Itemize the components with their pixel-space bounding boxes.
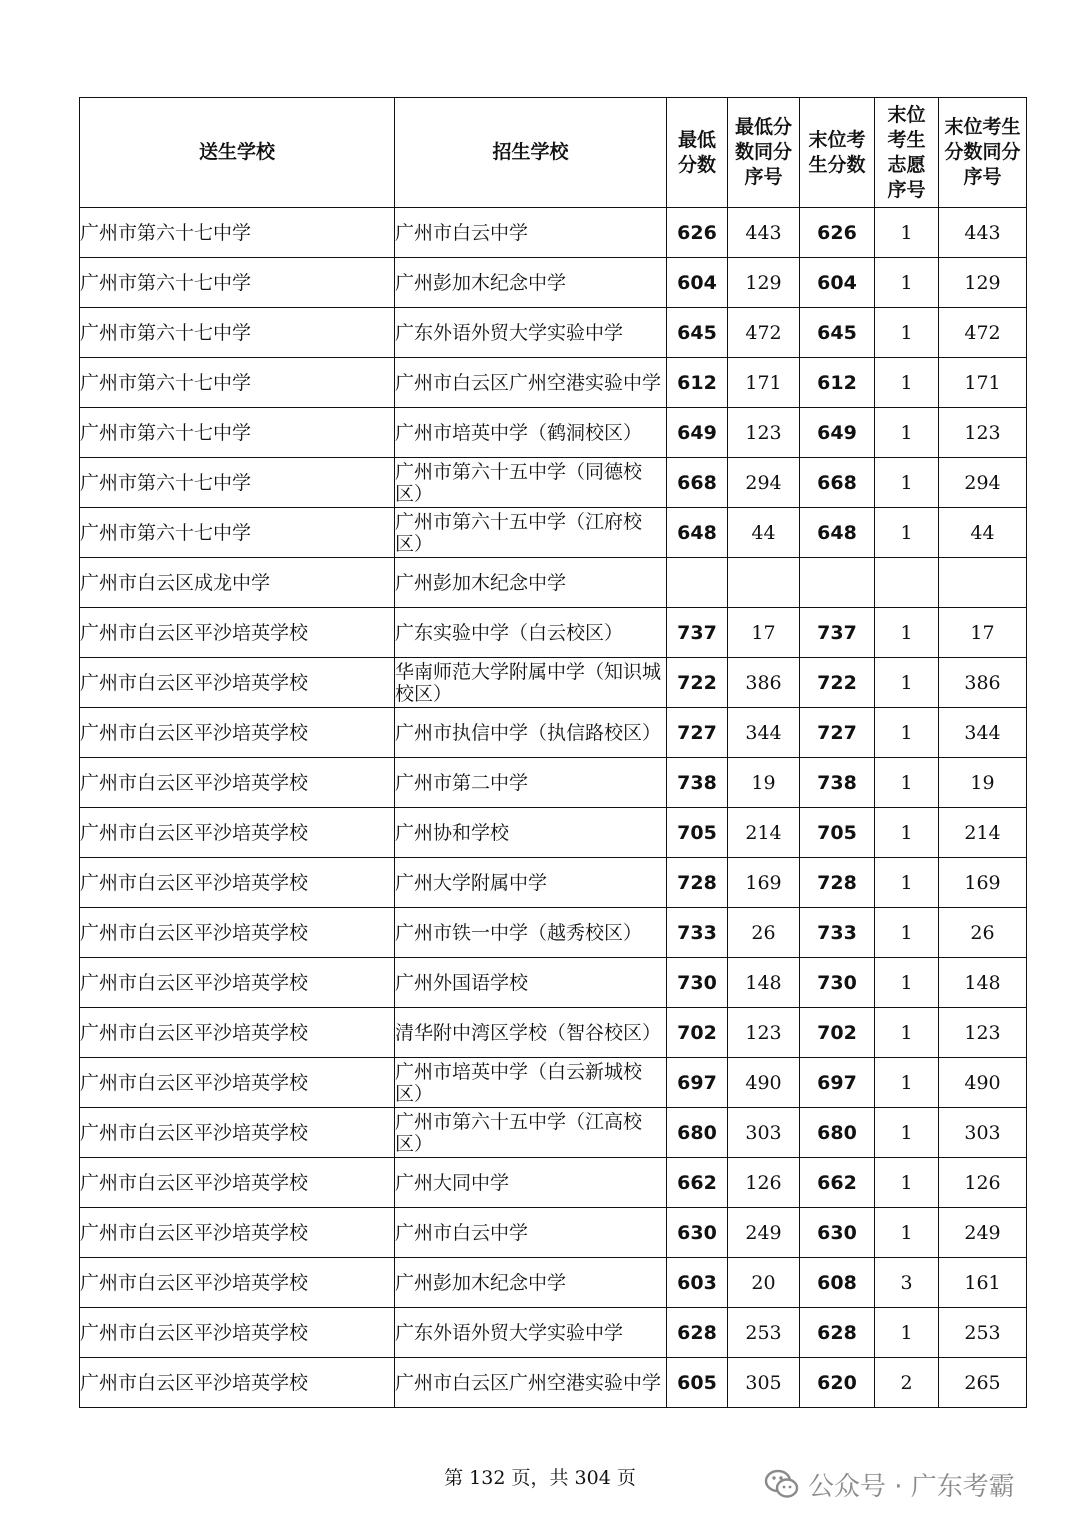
cell-last-score: 702 xyxy=(800,1008,875,1058)
cell-receiving-school: 广州彭加木纪念中学 xyxy=(395,1258,667,1308)
cell-min-score: 648 xyxy=(667,508,728,558)
cell-last-choice-rank: 1 xyxy=(875,1308,939,1358)
cell-min-score-tie-rank: 123 xyxy=(728,408,800,458)
cell-min-score: 722 xyxy=(667,658,728,708)
table-row xyxy=(80,1058,1027,1108)
cell-min-score-tie-rank: 490 xyxy=(728,1058,800,1108)
cell-last-score-tie-rank: 490 xyxy=(939,1058,1027,1108)
cell-last-score: 648 xyxy=(800,508,875,558)
cell-last-choice-rank: 1 xyxy=(875,408,939,458)
cell-min-score: 697 xyxy=(667,1058,728,1108)
cell-last-score-tie-rank: 443 xyxy=(939,208,1027,258)
cell-last-score-tie-rank: 44 xyxy=(939,508,1027,558)
cell-last-choice-rank: 1 xyxy=(875,258,939,308)
cell-sending-school: 广州市第六十七中学 xyxy=(80,408,395,458)
cell-min-score-tie-rank: 443 xyxy=(728,208,800,258)
cell-receiving-school: 广东实验中学（白云校区） xyxy=(395,608,667,658)
cell-sending-school: 广州市白云区平沙培英学校 xyxy=(80,708,395,758)
cell-min-score-tie-rank xyxy=(728,558,800,608)
cell-last-score: 728 xyxy=(800,858,875,908)
cell-last-choice-rank: 1 xyxy=(875,1108,939,1158)
cell-min-score-tie-rank: 253 xyxy=(728,1308,800,1358)
page-number: 第 132 页，共 304 页 xyxy=(444,1467,636,1489)
cell-receiving-school: 广州协和学校 xyxy=(395,808,667,858)
cell-min-score: 603 xyxy=(667,1258,728,1308)
cell-min-score-tie-rank: 148 xyxy=(728,958,800,1008)
cell-last-score-tie-rank: 169 xyxy=(939,858,1027,908)
cell-sending-school: 广州市白云区平沙培英学校 xyxy=(80,1108,395,1158)
table-row xyxy=(80,1358,1027,1408)
cell-min-score-tie-rank: 129 xyxy=(728,258,800,308)
cell-last-score-tie-rank: 161 xyxy=(939,1258,1027,1308)
cell-min-score-tie-rank: 19 xyxy=(728,758,800,808)
cell-sending-school: 广州市第六十七中学 xyxy=(80,208,395,258)
cell-last-score-tie-rank: 123 xyxy=(939,408,1027,458)
cell-last-choice-rank xyxy=(875,558,939,608)
cell-last-choice-rank: 1 xyxy=(875,458,939,508)
cell-last-choice-rank: 1 xyxy=(875,1158,939,1208)
table-row xyxy=(80,408,1027,458)
cell-min-score-tie-rank: 344 xyxy=(728,708,800,758)
cell-receiving-school: 广州市白云中学 xyxy=(395,1208,667,1258)
cell-last-score: 630 xyxy=(800,1208,875,1258)
cell-last-score: 737 xyxy=(800,608,875,658)
cell-receiving-school: 广州市培英中学（白云新城校区） xyxy=(395,1058,667,1108)
cell-min-score: 727 xyxy=(667,708,728,758)
table-body xyxy=(80,208,1027,1408)
cell-last-score: 705 xyxy=(800,808,875,858)
cell-last-score: 738 xyxy=(800,758,875,808)
cell-last-score: 727 xyxy=(800,708,875,758)
cell-last-score-tie-rank: 17 xyxy=(939,608,1027,658)
cell-min-score: 604 xyxy=(667,258,728,308)
cell-min-score-tie-rank: 26 xyxy=(728,908,800,958)
cell-min-score-tie-rank: 303 xyxy=(728,1108,800,1158)
cell-min-score-tie-rank: 44 xyxy=(728,508,800,558)
cell-receiving-school: 广州市培英中学（鹤洞校区） xyxy=(395,408,667,458)
cell-sending-school: 广州市白云区平沙培英学校 xyxy=(80,858,395,908)
table-row xyxy=(80,308,1027,358)
cell-min-score: 649 xyxy=(667,408,728,458)
cell-last-choice-rank: 1 xyxy=(875,958,939,1008)
cell-last-score-tie-rank: 171 xyxy=(939,358,1027,408)
cell-min-score: 612 xyxy=(667,358,728,408)
cell-sending-school: 广州市白云区平沙培英学校 xyxy=(80,908,395,958)
table-row xyxy=(80,258,1027,308)
cell-min-score: 626 xyxy=(667,208,728,258)
table-row xyxy=(80,808,1027,858)
cell-last-score: 645 xyxy=(800,308,875,358)
cell-last-choice-rank: 1 xyxy=(875,658,939,708)
table-row xyxy=(80,208,1027,258)
header-receiving-school: 招生学校 xyxy=(395,98,667,208)
table-row xyxy=(80,1258,1027,1308)
header-min-score: 最低 分数 xyxy=(667,98,728,208)
cell-last-score: 697 xyxy=(800,1058,875,1108)
cell-last-choice-rank: 1 xyxy=(875,708,939,758)
cell-last-choice-rank: 2 xyxy=(875,1358,939,1408)
cell-last-score: 604 xyxy=(800,258,875,308)
cell-min-score: 645 xyxy=(667,308,728,358)
header-last-score: 末位考 生分数 xyxy=(800,98,875,208)
cell-sending-school: 广州市第六十七中学 xyxy=(80,358,395,408)
cell-sending-school: 广州市白云区平沙培英学校 xyxy=(80,808,395,858)
cell-last-score-tie-rank: 344 xyxy=(939,708,1027,758)
table-row xyxy=(80,658,1027,708)
cell-min-score-tie-rank: 126 xyxy=(728,1158,800,1208)
cell-last-score-tie-rank: 386 xyxy=(939,658,1027,708)
header-min-score-tie-rank: 最低分 数同分 序号 xyxy=(728,98,800,208)
cell-receiving-school: 广州大同中学 xyxy=(395,1158,667,1208)
cell-last-score: 733 xyxy=(800,908,875,958)
cell-last-score: 626 xyxy=(800,208,875,258)
cell-min-score: 733 xyxy=(667,908,728,958)
table-row xyxy=(80,608,1027,658)
cell-last-score: 730 xyxy=(800,958,875,1008)
cell-sending-school: 广州市白云区平沙培英学校 xyxy=(80,758,395,808)
header-last-choice-rank: 末位 考生 志愿 序号 xyxy=(875,98,939,208)
cell-min-score-tie-rank: 169 xyxy=(728,858,800,908)
cell-receiving-school: 广州彭加木纪念中学 xyxy=(395,258,667,308)
cell-last-score-tie-rank: 214 xyxy=(939,808,1027,858)
cell-last-score: 608 xyxy=(800,1258,875,1308)
cell-receiving-school: 广州市白云中学 xyxy=(395,208,667,258)
table-row xyxy=(80,558,1027,608)
cell-last-choice-rank: 1 xyxy=(875,1058,939,1108)
watermark-text: 公众号 · 广东考霸 xyxy=(808,1471,1015,1502)
cell-last-score-tie-rank: 303 xyxy=(939,1108,1027,1158)
cell-min-score-tie-rank: 472 xyxy=(728,308,800,358)
cell-min-score: 605 xyxy=(667,1358,728,1408)
cell-receiving-school: 广州市第六十五中学（江府校区） xyxy=(395,508,667,558)
watermark xyxy=(764,1464,1015,1504)
cell-min-score: 702 xyxy=(667,1008,728,1058)
header-sending-school: 送生学校 xyxy=(80,98,395,208)
cell-sending-school: 广州市白云区平沙培英学校 xyxy=(80,1308,395,1358)
cell-sending-school: 广州市白云区平沙培英学校 xyxy=(80,1208,395,1258)
table-row xyxy=(80,1108,1027,1158)
cell-last-choice-rank: 1 xyxy=(875,1008,939,1058)
cell-receiving-school: 广州大学附属中学 xyxy=(395,858,667,908)
cell-last-score-tie-rank: 249 xyxy=(939,1208,1027,1258)
table-row xyxy=(80,958,1027,1008)
header-last-score-tie-rank: 末位考生 分数同分 序号 xyxy=(939,98,1027,208)
cell-last-score-tie-rank: 148 xyxy=(939,958,1027,1008)
cell-min-score-tie-rank: 17 xyxy=(728,608,800,658)
cell-sending-school: 广州市第六十七中学 xyxy=(80,508,395,558)
table-row xyxy=(80,458,1027,508)
table-row xyxy=(80,1008,1027,1058)
admission-table xyxy=(79,97,1027,1408)
cell-min-score: 705 xyxy=(667,808,728,858)
cell-receiving-school: 广东外语外贸大学实验中学 xyxy=(395,1308,667,1358)
cell-sending-school: 广州市白云区平沙培英学校 xyxy=(80,1008,395,1058)
cell-last-score-tie-rank: 126 xyxy=(939,1158,1027,1208)
cell-min-score: 728 xyxy=(667,858,728,908)
cell-last-score xyxy=(800,558,875,608)
cell-last-choice-rank: 1 xyxy=(875,808,939,858)
table-row xyxy=(80,508,1027,558)
table-row xyxy=(80,908,1027,958)
cell-receiving-school: 广州市第六十五中学（江高校区） xyxy=(395,1108,667,1158)
table-row xyxy=(80,1208,1027,1258)
cell-sending-school: 广州市白云区平沙培英学校 xyxy=(80,608,395,658)
cell-last-score: 649 xyxy=(800,408,875,458)
cell-last-score-tie-rank: 294 xyxy=(939,458,1027,508)
cell-receiving-school: 清华附中湾区学校（智谷校区） xyxy=(395,1008,667,1058)
cell-last-choice-rank: 1 xyxy=(875,1208,939,1258)
cell-min-score: 628 xyxy=(667,1308,728,1358)
cell-sending-school: 广州市白云区平沙培英学校 xyxy=(80,1158,395,1208)
cell-last-score-tie-rank xyxy=(939,558,1027,608)
cell-sending-school: 广州市第六十七中学 xyxy=(80,458,395,508)
cell-sending-school: 广州市白云区平沙培英学校 xyxy=(80,1258,395,1308)
cell-sending-school: 广州市白云区平沙培英学校 xyxy=(80,658,395,708)
cell-min-score-tie-rank: 386 xyxy=(728,658,800,708)
cell-min-score: 737 xyxy=(667,608,728,658)
cell-min-score-tie-rank: 294 xyxy=(728,458,800,508)
cell-last-score: 628 xyxy=(800,1308,875,1358)
cell-last-choice-rank: 1 xyxy=(875,608,939,658)
cell-min-score-tie-rank: 249 xyxy=(728,1208,800,1258)
cell-last-choice-rank: 1 xyxy=(875,308,939,358)
cell-receiving-school: 广州彭加木纪念中学 xyxy=(395,558,667,608)
cell-receiving-school: 广州市白云区广州空港实验中学 xyxy=(395,1358,667,1408)
cell-receiving-school: 广州市白云区广州空港实验中学 xyxy=(395,358,667,408)
cell-last-choice-rank: 1 xyxy=(875,758,939,808)
cell-last-score: 680 xyxy=(800,1108,875,1158)
cell-last-score-tie-rank: 129 xyxy=(939,258,1027,308)
cell-receiving-school: 广州市第二中学 xyxy=(395,758,667,808)
cell-sending-school: 广州市白云区平沙培英学校 xyxy=(80,1058,395,1108)
cell-min-score-tie-rank: 123 xyxy=(728,1008,800,1058)
cell-min-score: 630 xyxy=(667,1208,728,1258)
table-row xyxy=(80,358,1027,408)
cell-last-score-tie-rank: 19 xyxy=(939,758,1027,808)
cell-min-score xyxy=(667,558,728,608)
cell-last-score-tie-rank: 123 xyxy=(939,1008,1027,1058)
cell-receiving-school: 广州外国语学校 xyxy=(395,958,667,1008)
cell-sending-school: 广州市第六十七中学 xyxy=(80,308,395,358)
table-row xyxy=(80,1308,1027,1358)
cell-last-score-tie-rank: 265 xyxy=(939,1358,1027,1408)
table-row xyxy=(80,1158,1027,1208)
cell-last-score: 620 xyxy=(800,1358,875,1408)
cell-receiving-school: 广州市铁一中学（越秀校区） xyxy=(395,908,667,958)
cell-last-score: 722 xyxy=(800,658,875,708)
table-header-row xyxy=(80,98,1027,208)
table-row xyxy=(80,858,1027,908)
cell-min-score: 662 xyxy=(667,1158,728,1208)
cell-min-score-tie-rank: 305 xyxy=(728,1358,800,1408)
table-row xyxy=(80,758,1027,808)
cell-min-score: 680 xyxy=(667,1108,728,1158)
cell-receiving-school: 广州市执信中学（执信路校区） xyxy=(395,708,667,758)
cell-min-score: 668 xyxy=(667,458,728,508)
cell-min-score-tie-rank: 20 xyxy=(728,1258,800,1308)
cell-last-score: 668 xyxy=(800,458,875,508)
cell-min-score: 738 xyxy=(667,758,728,808)
cell-last-choice-rank: 1 xyxy=(875,508,939,558)
cell-receiving-school: 广州市第六十五中学（同德校区） xyxy=(395,458,667,508)
cell-min-score-tie-rank: 171 xyxy=(728,358,800,408)
cell-last-choice-rank: 1 xyxy=(875,858,939,908)
cell-last-choice-rank: 3 xyxy=(875,1258,939,1308)
cell-receiving-school: 华南师范大学附属中学（知识城校区） xyxy=(395,658,667,708)
cell-last-score: 612 xyxy=(800,358,875,408)
cell-last-choice-rank: 1 xyxy=(875,908,939,958)
cell-last-score: 662 xyxy=(800,1158,875,1208)
cell-last-score-tie-rank: 472 xyxy=(939,308,1027,358)
cell-min-score-tie-rank: 214 xyxy=(728,808,800,858)
cell-last-choice-rank: 1 xyxy=(875,208,939,258)
cell-last-choice-rank: 1 xyxy=(875,358,939,408)
cell-receiving-school: 广东外语外贸大学实验中学 xyxy=(395,308,667,358)
wechat-icon xyxy=(764,1468,800,1500)
cell-sending-school: 广州市白云区成龙中学 xyxy=(80,558,395,608)
table-row xyxy=(80,708,1027,758)
cell-sending-school: 广州市第六十七中学 xyxy=(80,258,395,308)
cell-sending-school: 广州市白云区平沙培英学校 xyxy=(80,1358,395,1408)
cell-min-score: 730 xyxy=(667,958,728,1008)
cell-last-score-tie-rank: 253 xyxy=(939,1308,1027,1358)
cell-last-score-tie-rank: 26 xyxy=(939,908,1027,958)
cell-sending-school: 广州市白云区平沙培英学校 xyxy=(80,958,395,1008)
